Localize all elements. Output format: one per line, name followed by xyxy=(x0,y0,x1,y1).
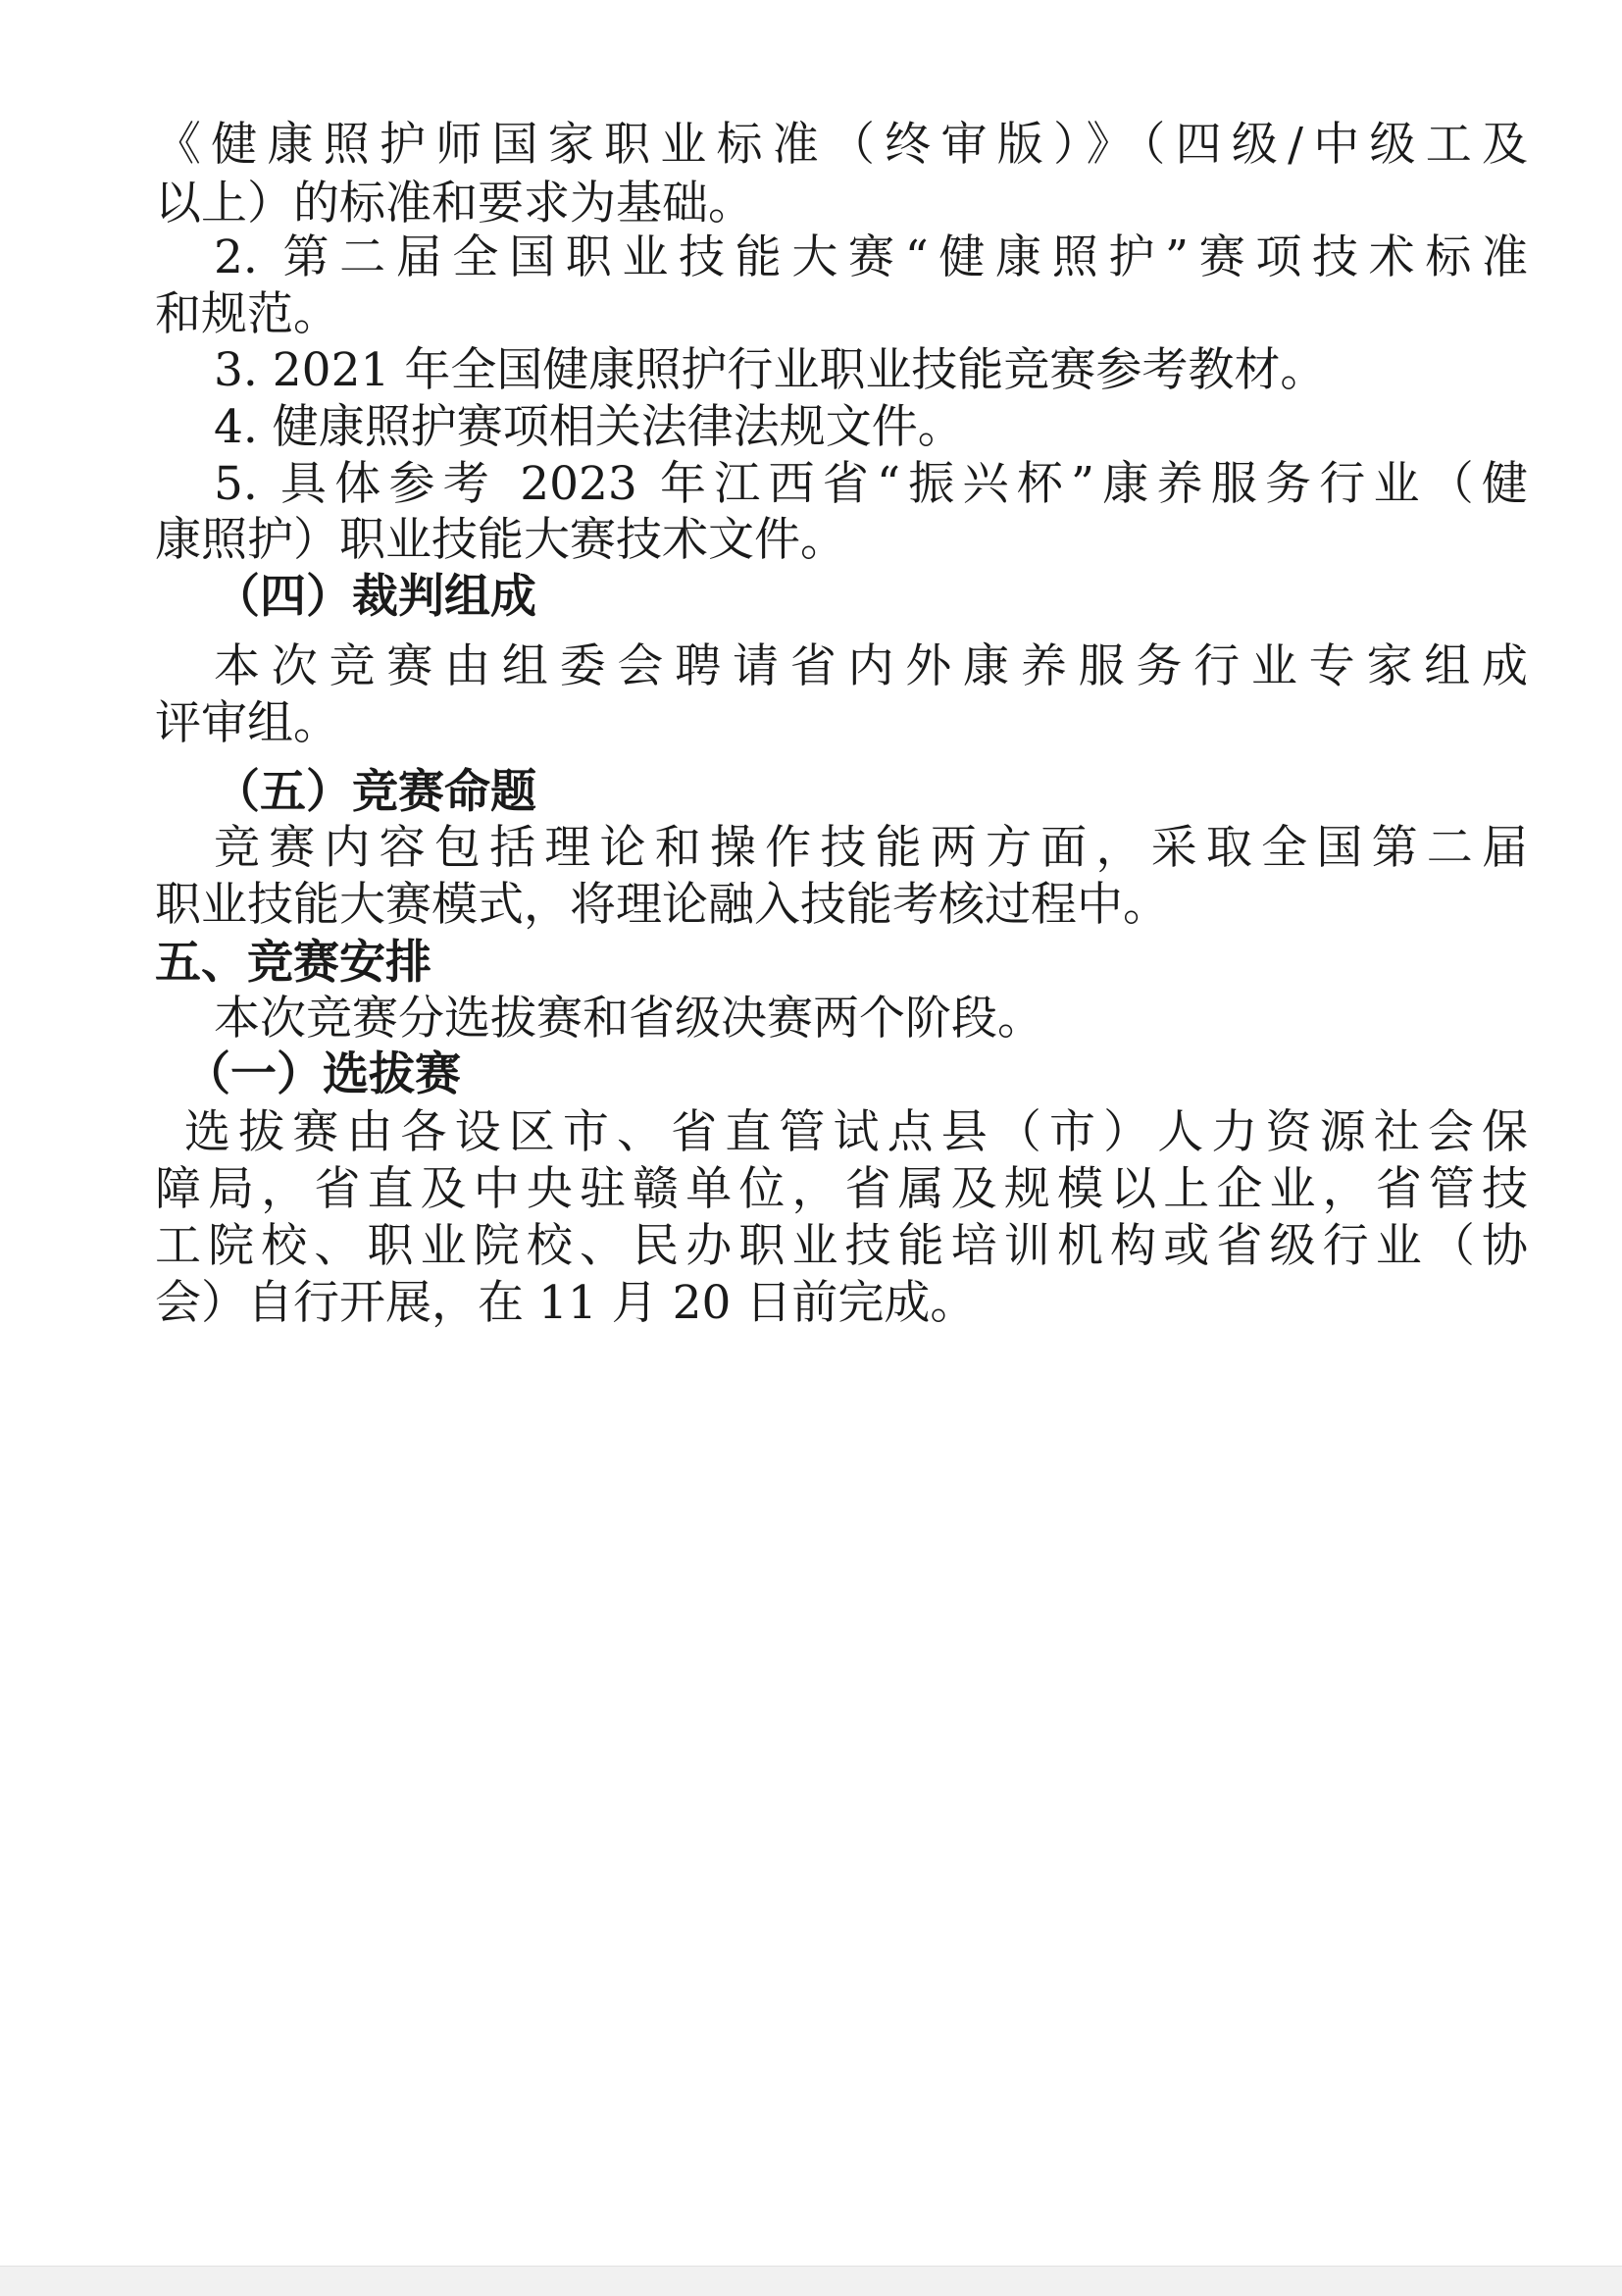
list-item-4: 4. 健康照护赛项相关法律法规文件。 xyxy=(214,400,964,454)
list-item-5: 5. 具体参考 2023 年江西省“振兴杯”康养服务行业（健 xyxy=(214,457,1528,511)
body-line: 职业技能大赛模式，将理论融入技能考核过程中。 xyxy=(155,878,1169,932)
body-line: 本次竞赛由组委会聘请省内外康养服务行业专家组成 xyxy=(214,639,1528,693)
body-line: 评审组。 xyxy=(155,696,339,750)
scan-bottom-edge xyxy=(0,2266,1622,2296)
list-item-2: 2. 第二届全国职业技能大赛“健康照护”赛项技术标准 xyxy=(214,230,1528,284)
chapter-heading-arrangement: 五、竞赛安排 xyxy=(155,936,431,990)
body-line: 本次竞赛分选拔赛和省级决赛两个阶段。 xyxy=(214,992,1043,1046)
body-line: 障局，省直及中央驻赣单位，省属及规模以上企业，省管技 xyxy=(155,1162,1528,1216)
body-line: 康照护）职业技能大赛技术文件。 xyxy=(155,513,846,567)
body-line: 选拔赛由各设区市、省直管试点县（市）人力资源社会保 xyxy=(184,1105,1528,1159)
list-item-3: 3. 2021 年全国健康照护行业职业技能竞赛参考教材。 xyxy=(214,343,1327,397)
section-heading-proposition: （五）竞赛命题 xyxy=(214,765,536,819)
body-line: 《健康照护师国家职业标准（终审版）》（四级/中级工及 xyxy=(155,118,1528,172)
body-line: 和规范。 xyxy=(155,287,339,341)
body-line: 竞赛内容包括理论和操作技能两方面，采取全国第二届 xyxy=(214,821,1528,875)
body-line: 以上）的标准和要求为基础。 xyxy=(155,177,754,230)
section-heading-selection: （一）选拔赛 xyxy=(184,1047,461,1101)
body-line: 工院校、职业院校、民办职业技能培训机构或省级行业（协 xyxy=(155,1219,1528,1273)
section-heading-referee: （四）裁判组成 xyxy=(214,570,536,624)
body-line: 会）自行开展，在 11 月 20 日前完成。 xyxy=(155,1276,977,1330)
